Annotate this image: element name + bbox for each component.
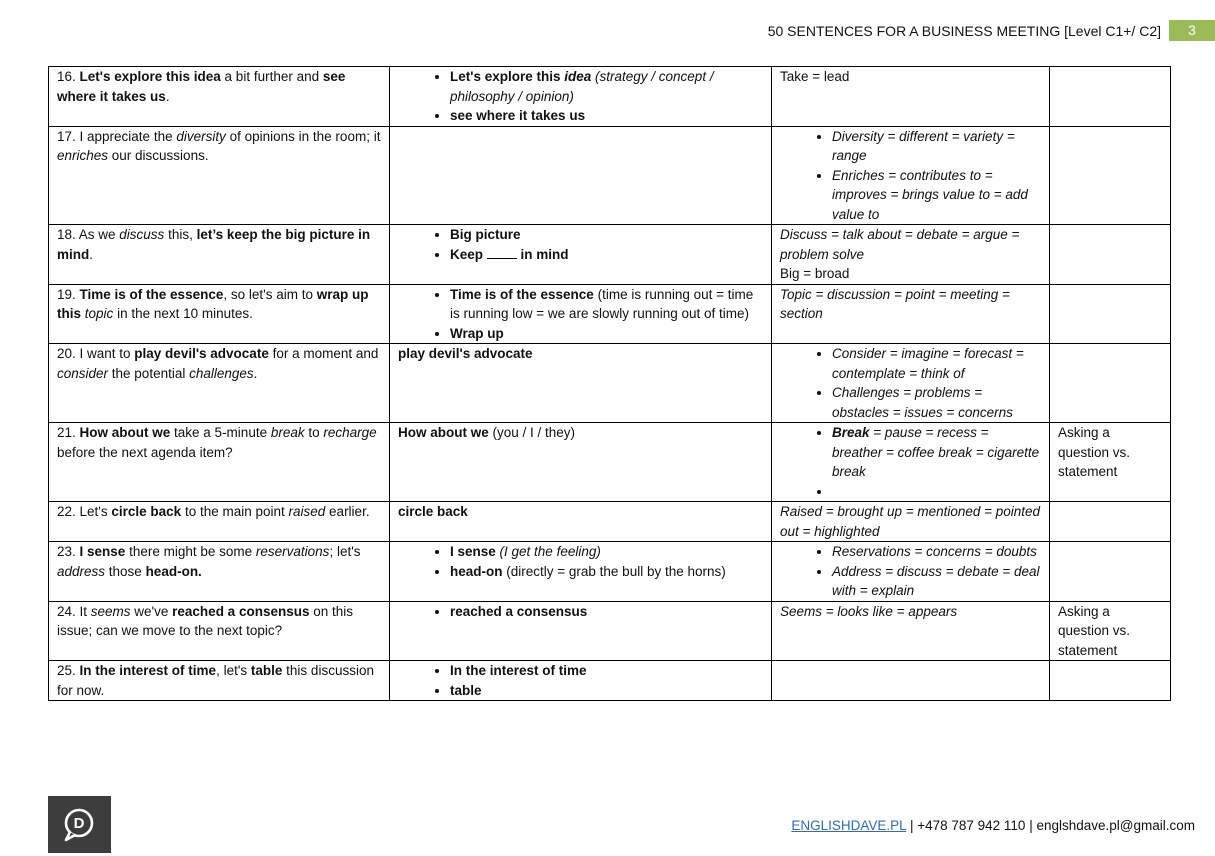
text-run: our discussions. (108, 148, 209, 163)
text-run: (you / I / they) (488, 425, 576, 440)
bold-run: wrap up this (57, 286, 369, 321)
text-run: (directly = grab the bull by the horns) (502, 563, 726, 579)
bullet-list (780, 542, 1041, 601)
page-header (768, 20, 1215, 41)
bold-run: reached a consensus (450, 603, 588, 619)
page-number: 3 (1169, 20, 1215, 41)
bold-run: Big picture (450, 227, 521, 242)
sentence-cell (49, 661, 390, 701)
website-link[interactable]: ENGLISHDAVE.PL (791, 818, 907, 833)
text-run: ; let's (329, 544, 361, 559)
vocabulary-table (48, 66, 1171, 701)
bullet-item (832, 423, 1041, 482)
table-row (49, 423, 1171, 502)
table-row (49, 126, 1171, 225)
text-run: 22. Let's (57, 504, 112, 519)
bullet-list (398, 67, 763, 126)
italic-run: Discuss = talk about = debate = argue = problem solve (780, 227, 1020, 262)
notes-cell (1050, 502, 1171, 542)
synonyms-cell (772, 423, 1050, 502)
footer-separator-2: | (1025, 818, 1037, 833)
bold-italic-run: idea (564, 69, 592, 84)
synonyms-cell (772, 67, 1050, 127)
phrases-cell (390, 502, 772, 542)
bold-run: circle back (398, 504, 468, 519)
text-run: 17. I appreciate the (57, 128, 177, 144)
italic-run: raised (288, 504, 326, 519)
text-run: . (253, 365, 258, 381)
footer-separator-1: | (906, 818, 918, 833)
email-address: englshdave.pl@gmail.com (1036, 818, 1195, 833)
synonyms-cell (772, 225, 1050, 285)
italic-run: Enriches = contributes to = improves = brings value to = add value to (832, 167, 1028, 222)
notes-cell (1050, 542, 1171, 602)
bold-run: play devil's advocate (134, 346, 269, 361)
phrases-cell (390, 126, 772, 225)
bold-run: in mind (516, 246, 569, 262)
text-run: the potential (108, 365, 190, 381)
table-row (49, 601, 1171, 661)
italic-run: = pause = recess = breather = coffee break = cigarette break (832, 425, 1040, 479)
table-row (49, 661, 1171, 701)
text-run: those (105, 563, 146, 579)
synonyms-cell (772, 126, 1050, 225)
sentence-cell (49, 284, 390, 344)
text-run: we've (130, 603, 173, 619)
sentence-cell (49, 67, 390, 127)
notes-cell (1050, 661, 1171, 701)
logo-letter: D (73, 815, 85, 832)
synonyms-cell (772, 502, 1050, 542)
phrases-cell (390, 423, 772, 502)
cell-line (780, 602, 1041, 622)
synonyms-cell (772, 661, 1050, 701)
bullet-item (832, 542, 1041, 562)
bold-run: play devil's advocate (398, 346, 533, 361)
bold-run: head-on (450, 563, 503, 579)
phrases-cell (390, 225, 772, 285)
bold-run: I sense (79, 544, 126, 559)
cell-line (780, 264, 1041, 284)
phone-number: +478 787 942 110 (917, 818, 1026, 833)
table-row (49, 284, 1171, 344)
bold-run: see where it takes us (57, 69, 346, 104)
text-run: . (165, 88, 170, 104)
italic-run: seems (90, 603, 131, 619)
cell-line (398, 423, 763, 443)
cell-line (398, 502, 763, 522)
bold-run: Let's explore this (450, 69, 565, 84)
sentence-cell (49, 225, 390, 285)
table-row (49, 502, 1171, 542)
bold-run: see where it takes us (450, 108, 586, 123)
bullet-item (450, 67, 763, 106)
englishdave-logo-icon (48, 796, 111, 853)
bold-run: table (250, 663, 283, 678)
bold-run: In the interest of time (79, 663, 217, 678)
text-run: this, (164, 227, 197, 242)
bullet-list (398, 225, 763, 264)
notes-cell (1050, 67, 1171, 127)
sentence-cell (49, 126, 390, 225)
italic-run: break (270, 425, 305, 440)
italic-run: reservations (255, 544, 330, 559)
text-run: of opinions in the room; it (225, 128, 381, 144)
cell-line (780, 225, 1041, 264)
bold-run: Time is of the essence (79, 286, 224, 302)
phrases-cell (390, 67, 772, 127)
notes-cell: Asking a question vs. statement (1050, 601, 1171, 661)
synonyms-cell (772, 601, 1050, 661)
bullet-list (398, 542, 763, 581)
fill-in-blank (487, 246, 517, 259)
bullet-list (780, 344, 1041, 422)
sentence-cell (49, 601, 390, 661)
table-row (49, 344, 1171, 423)
footer-contact (791, 818, 1195, 833)
notes-cell (1050, 126, 1171, 225)
bold-run: table (450, 682, 482, 698)
synonyms-cell (772, 344, 1050, 423)
italic-run: topic (84, 306, 114, 321)
italic-run: discuss (119, 227, 165, 242)
bold-run: Time is of the essence (450, 286, 594, 302)
bullet-item (832, 127, 1041, 166)
englishdave-logo (48, 796, 111, 853)
text-run: . (89, 246, 94, 262)
table-row (49, 225, 1171, 285)
bullet-list (398, 661, 763, 700)
text-run: there might be some (125, 544, 256, 559)
italic-run: (strategy / concept / philosophy / opinion) (450, 69, 714, 104)
bullet-item (832, 166, 1041, 225)
bold-run: Keep (450, 246, 487, 262)
text-run: (time is running out = time is running low = we are slowly running out of time) (450, 286, 754, 321)
text-run: on this issue; can we move to the next topic? (57, 603, 354, 638)
text-run: 18. As we (57, 227, 120, 242)
italic-run: consider (57, 365, 109, 381)
italic-run: Topic = discussion = point = meeting = section (780, 286, 1010, 321)
bullet-item (450, 661, 763, 681)
text-run: earlier. (325, 504, 370, 519)
notes-cell: Asking a question vs. statement (1050, 423, 1171, 502)
italic-run: address (57, 563, 106, 579)
text-run: 23. (57, 544, 80, 559)
notes-cell (1050, 225, 1171, 285)
text-run: 21. (57, 425, 80, 440)
text-run: , so let's aim to (223, 286, 317, 302)
text-run: a bit further and (220, 69, 323, 84)
phrases-cell (390, 542, 772, 602)
text-run: 25. (57, 663, 80, 678)
phrases-cell (390, 344, 772, 423)
notes-cell (1050, 284, 1171, 344)
bullet-item (832, 344, 1041, 383)
italic-run: Consider = imagine = forecast = contemplate = think of (832, 346, 1024, 381)
sentence-cell (49, 502, 390, 542)
phrases-cell (390, 661, 772, 701)
bullet-item (832, 482, 1041, 502)
text-run: this discussion for now. (57, 663, 374, 698)
text-run: 19. (57, 286, 80, 302)
cell-line (780, 285, 1041, 324)
table-row (49, 67, 1171, 127)
italic-run: Challenges = problems = obstacles = issues = concerns (832, 385, 1013, 420)
text-run: take a 5-minute (170, 425, 271, 440)
bullet-item (832, 383, 1041, 422)
bullet-item (450, 562, 763, 582)
text-run: to the main point (181, 504, 289, 519)
bullet-item (450, 602, 763, 622)
text-run: to (304, 425, 324, 440)
italic-run: Raised = brought up = mentioned = pointed out = highlighted (780, 504, 1041, 539)
italic-run: Seems = looks like = appears (780, 603, 958, 619)
bold-run: Let's explore this idea (79, 69, 221, 84)
text-run: in the next 10 minutes. (113, 306, 253, 321)
bold-run: circle back (111, 504, 182, 519)
bullet-item (450, 324, 763, 344)
bullet-list (780, 127, 1041, 225)
bold-run: I sense (450, 544, 500, 559)
italic-run: Reservations = concerns = doubts (832, 544, 1037, 559)
italic-run: challenges (189, 365, 254, 381)
text-run: Take = lead (780, 69, 850, 84)
bullet-list (398, 602, 763, 622)
text-run: Big = broad (780, 266, 850, 281)
bullet-item (450, 542, 763, 562)
sentence-cell (49, 542, 390, 602)
bold-run: let’s keep the big picture in mind (57, 227, 371, 262)
text-run: for a moment and (268, 346, 379, 361)
bold-run: In the interest of time (450, 663, 587, 678)
text-run: 20. I want to (57, 346, 135, 361)
cell-line (780, 502, 1041, 541)
bullet-item (450, 225, 763, 245)
italic-run: Address = discuss = debate = deal with = explain (832, 563, 1040, 598)
bullet-item (450, 106, 763, 126)
synonyms-cell (772, 284, 1050, 344)
bold-run: head-on. (145, 563, 202, 579)
table-row (49, 542, 1171, 602)
bold-run: How about we (398, 425, 489, 440)
document-title: 50 SENTENCES FOR A BUSINESS MEETING [Level C1+/ C2] (767, 22, 1161, 39)
bold-run: reached a consensus (172, 603, 310, 619)
text-run: 16. (57, 69, 80, 84)
bold-italic-run: Break (832, 425, 870, 440)
bullet-list (398, 285, 763, 344)
text-run: before the next agenda item? (57, 444, 233, 460)
synonyms-cell (772, 542, 1050, 602)
sentence-cell (49, 344, 390, 423)
text-run: 24. It (57, 603, 91, 619)
italic-run: Diversity = different = variety = range (832, 128, 1015, 163)
bullet-item (450, 681, 763, 701)
italic-run: enriches (57, 148, 109, 163)
bullet-item (450, 245, 763, 265)
bullet-item (450, 285, 763, 324)
cell-line (780, 67, 1041, 87)
italic-run: (I get the feeling) (499, 544, 601, 559)
italic-run: recharge (323, 425, 377, 440)
cell-line (398, 344, 763, 364)
bold-run: Wrap up (450, 325, 504, 341)
phrases-cell (390, 601, 772, 661)
italic-run: diversity (176, 128, 226, 144)
text-run: , let's (216, 663, 251, 678)
bullet-list (780, 423, 1041, 501)
bold-run: How about we (79, 425, 171, 440)
notes-cell (1050, 344, 1171, 423)
sentence-cell (49, 423, 390, 502)
phrases-cell (390, 284, 772, 344)
bullet-item (832, 562, 1041, 601)
